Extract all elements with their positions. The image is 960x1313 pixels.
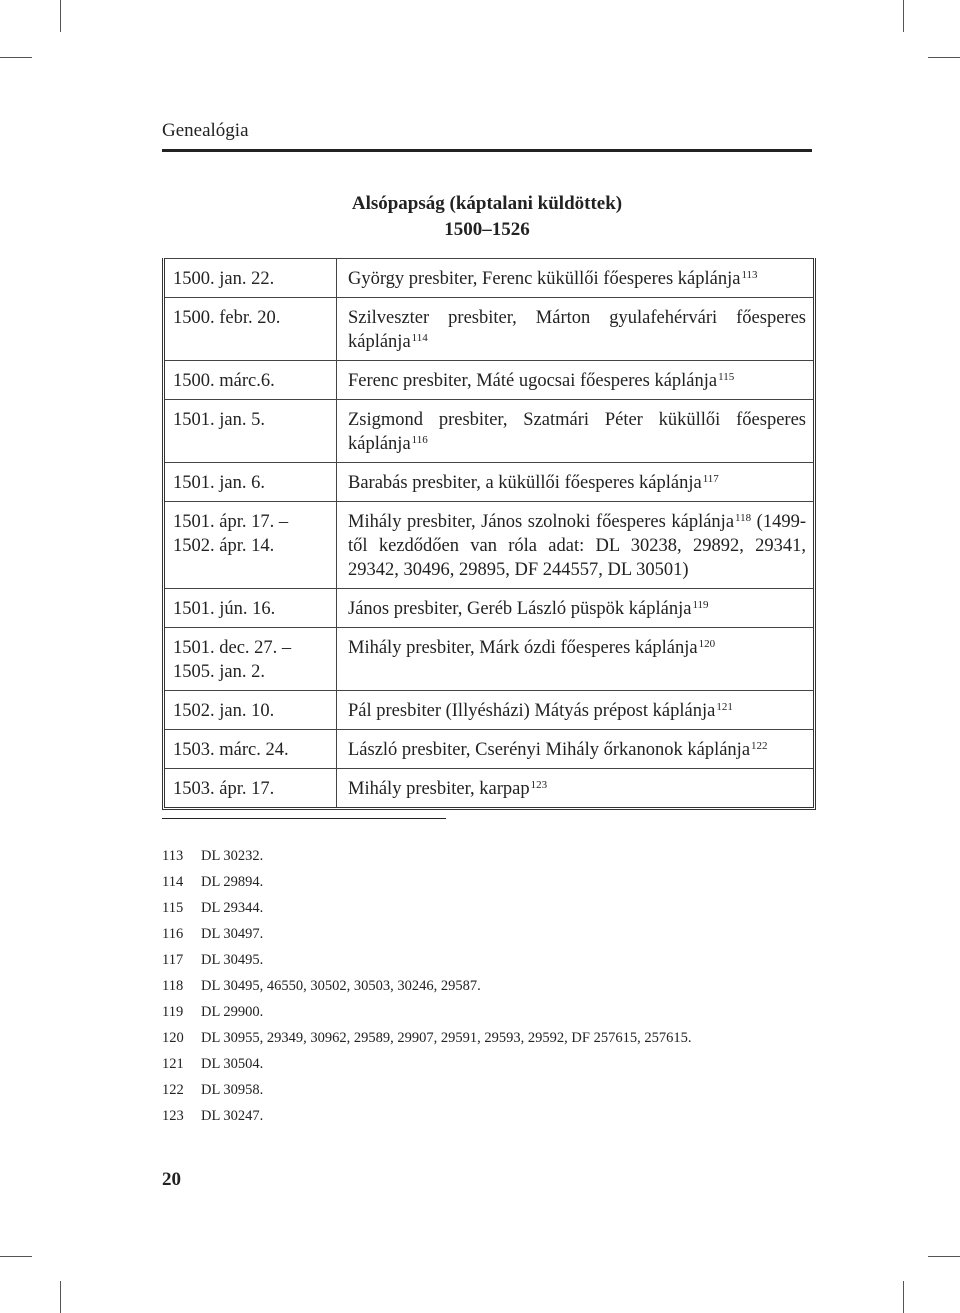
description-text: György presbiter, Ferenc küküllői főesperes káplánja	[348, 269, 741, 289]
description-text: Zsigmond presbiter, Szatmári Péter küküllői főesperes káplánja	[348, 410, 806, 454]
description-text: Barabás presbiter, a küküllői főesperes káplánja	[348, 473, 702, 493]
footnote	[162, 1025, 691, 1051]
footnote-ref[interactable]: 117	[702, 473, 719, 485]
date-line: 1501. jan. 6.	[173, 473, 265, 493]
description-cell	[337, 628, 813, 690]
date-line: 1501. dec. 27. –	[173, 638, 292, 658]
description-cell	[337, 691, 813, 729]
description-cell	[337, 589, 813, 627]
date-cell	[165, 463, 337, 501]
footnotes	[162, 843, 691, 1129]
footnote-number: 122	[162, 1082, 184, 1098]
crop-mark	[903, 1281, 904, 1313]
footnote	[162, 973, 691, 999]
footnote-ref[interactable]: 116	[411, 434, 428, 446]
footnote-text: DL 30497.	[201, 926, 264, 942]
footnote-text: DL 29344.	[201, 900, 264, 916]
footnote	[162, 843, 691, 869]
crop-mark	[60, 0, 61, 32]
description-cell	[337, 298, 813, 360]
table-row	[165, 768, 813, 807]
footnote-text: DL 30495, 46550, 30502, 30503, 30246, 29587.	[201, 978, 481, 994]
section-title-line2: 1500–1526	[444, 219, 530, 240]
date-cell	[165, 589, 337, 627]
footnote-ref[interactable]: 113	[741, 269, 758, 281]
table-row	[165, 627, 813, 690]
date-line: 1501. jún. 16.	[173, 599, 276, 619]
table-row	[165, 258, 813, 297]
date-cell	[165, 691, 337, 729]
footnote-number: 123	[162, 1108, 184, 1124]
description-cell	[337, 400, 813, 462]
page-number: 20	[162, 1169, 181, 1190]
date-line: 1501. jan. 5.	[173, 410, 265, 430]
description-text: Mihály presbiter, Márk ózdi főesperes káplánja	[348, 638, 698, 658]
date-line: 1500. febr. 20.	[173, 308, 281, 328]
footnote-number: 117	[162, 952, 184, 968]
description-text: Ferenc presbiter, Máté ugocsai főesperes káplánja	[348, 371, 718, 391]
description-text: Mihály presbiter, karpap	[348, 779, 530, 799]
footnote-text: DL 30247.	[201, 1108, 264, 1124]
footnote	[162, 895, 691, 921]
date-cell	[165, 628, 337, 690]
footnote-ref[interactable]: 121	[716, 701, 733, 713]
footnote-number: 121	[162, 1056, 184, 1072]
footnote-rule	[162, 818, 446, 819]
table-row	[165, 462, 813, 501]
footnote	[162, 1051, 691, 1077]
description-text: Szilveszter presbiter, Márton gyulafehérvári főesperes káplánja	[348, 308, 806, 352]
footnote-text: DL 30232.	[201, 848, 264, 864]
description-text-continued: (1499-től kezdődően van róla adat: DL 30238, 29892, 29341, 29342, 30496, 29895, DF 244557, DL 30501)	[348, 512, 806, 580]
footnote	[162, 1103, 691, 1129]
date-line: 1500. jan. 22.	[173, 269, 275, 289]
footnote	[162, 947, 691, 973]
date-cell	[165, 298, 337, 360]
description-text: János presbiter, Geréb László püspök káplánja	[348, 599, 692, 619]
footnote-ref[interactable]: 120	[698, 638, 716, 650]
date-line: 1503. márc. 24.	[173, 740, 289, 760]
date-cell	[165, 400, 337, 462]
footnote-number: 114	[162, 874, 184, 890]
footnote-number: 119	[162, 1004, 184, 1020]
footnote-number: 118	[162, 978, 184, 994]
footnote	[162, 921, 691, 947]
section-title	[162, 191, 812, 243]
footnote-number: 116	[162, 926, 184, 942]
footnote-text: DL 29894.	[201, 874, 264, 890]
table-row	[165, 360, 813, 399]
table-row	[165, 501, 813, 588]
footnote	[162, 999, 691, 1025]
footnote-text: DL 30958.	[201, 1082, 264, 1098]
description-text: Mihály presbiter, János szolnoki főesperes káplánja	[348, 512, 735, 532]
footnote-ref[interactable]: 119	[692, 599, 709, 611]
description-cell	[337, 361, 813, 399]
date-cell	[165, 730, 337, 768]
crop-mark	[903, 0, 904, 32]
records-table	[162, 258, 816, 810]
footnote-ref[interactable]: 123	[530, 779, 548, 791]
footnote-ref[interactable]: 122	[751, 740, 768, 752]
description-text: Pál presbiter (Illyésházi) Mátyás prépost káplánja	[348, 701, 716, 721]
footnote-ref[interactable]: 115	[718, 371, 735, 383]
footnote-text: DL 29900.	[201, 1004, 264, 1020]
date-line: 1501. ápr. 17. –	[173, 512, 289, 532]
table-row	[165, 399, 813, 462]
date-cell	[165, 361, 337, 399]
table-row	[165, 588, 813, 627]
running-header: Genealógia	[162, 120, 249, 141]
footnote-ref[interactable]: 118	[735, 512, 752, 524]
footnote-text: DL 30504.	[201, 1056, 264, 1072]
description-cell	[337, 259, 813, 297]
footnote-number: 120	[162, 1030, 184, 1046]
description-cell	[337, 730, 813, 768]
footnote-ref[interactable]: 114	[411, 332, 428, 344]
footnote-text: DL 30955, 29349, 30962, 29589, 29907, 29591, 29593, 29592, DF 257615, 257615.	[201, 1030, 692, 1046]
table-row	[165, 690, 813, 729]
date-line: 1503. ápr. 17.	[173, 779, 275, 799]
footnote-number: 113	[162, 848, 184, 864]
description-cell	[337, 502, 813, 588]
crop-mark	[60, 1281, 61, 1313]
date-cell	[165, 769, 337, 807]
description-text: László presbiter, Cserényi Mihály őrkanonok káplánja	[348, 740, 751, 760]
date-line: 1500. márc.6.	[173, 371, 275, 391]
header-rule	[162, 149, 812, 152]
footnote	[162, 869, 691, 895]
table-row	[165, 297, 813, 360]
crop-mark	[0, 57, 32, 58]
description-cell	[337, 463, 813, 501]
footnote-text: DL 30495.	[201, 952, 264, 968]
date-cell	[165, 502, 337, 588]
date-line: 1502. jan. 10.	[173, 701, 275, 721]
date-line: 1505. jan. 2.	[173, 662, 265, 682]
description-cell	[337, 769, 813, 807]
crop-mark	[0, 1256, 32, 1257]
footnote-number: 115	[162, 900, 184, 916]
crop-mark	[928, 57, 960, 58]
crop-mark	[928, 1256, 960, 1257]
date-cell	[165, 259, 337, 297]
section-title-line1: Alsópapság (káptalani küldöttek)	[351, 193, 623, 214]
date-line: 1502. ápr. 14.	[173, 536, 275, 556]
footnote	[162, 1077, 691, 1103]
table-row	[165, 729, 813, 768]
